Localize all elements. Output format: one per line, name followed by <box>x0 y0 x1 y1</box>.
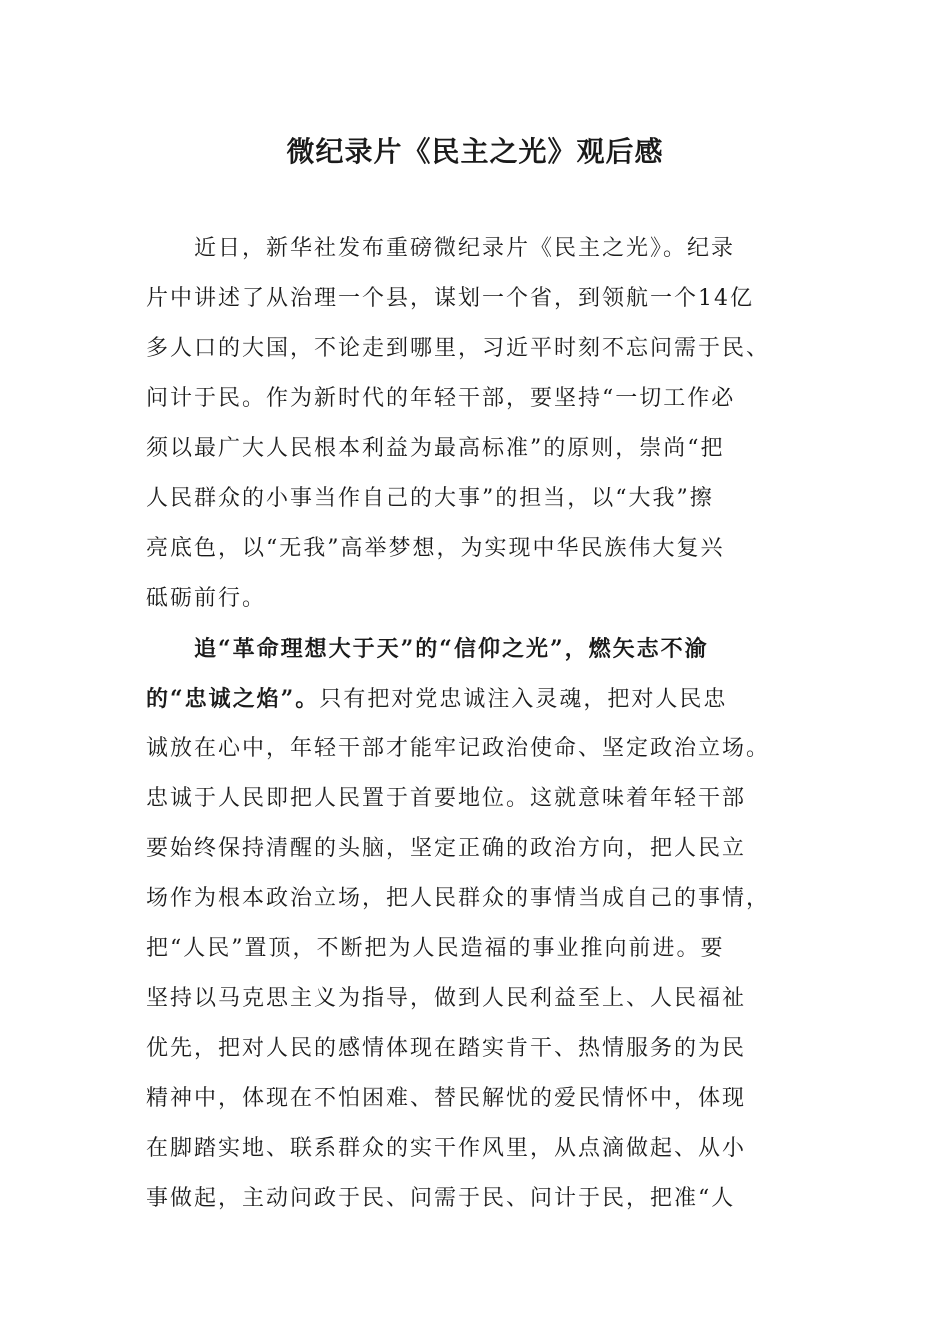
paragraph-1-line-6: 人民群众的小事当作自己的大事”的担当，以“大我”擦 <box>146 486 714 511</box>
paragraph-2-line-2-rest: 只有把对党忠诚注入灵魂，把对人民忠 <box>319 687 728 712</box>
paragraph-2-line-7: 把“人民”置顶，不断把为人民造福的事业推向前进。要 <box>146 936 725 961</box>
document-body <box>146 224 786 1224</box>
document-title: 微纪录片《民主之光》观后感 <box>286 135 664 168</box>
paragraph-1-line-8: 砥砺前行。 <box>146 586 267 611</box>
paragraph-1-line-5: 须以最广大人民根本利益为最高标准”的原则，崇尚“把 <box>146 436 725 461</box>
paragraph-1-line-2: 片中讲述了从治理一个县，谋划一个省，到领航一个14亿 <box>146 286 754 311</box>
paragraph-2-line-5: 要始终保持清醒的头脑，坚定正确的政治方向，把人民立 <box>146 836 747 861</box>
paragraph-2-line-12: 事做起，主动问政于民、问需于民、问计于民，把准“人 <box>146 1186 736 1211</box>
paragraph-2-line-8: 坚持以马克思主义为指导，做到人民利益至上、人民福祉 <box>146 986 747 1011</box>
paragraph-2-line-4: 忠诚于人民即把人民置于首要地位。这就意味着年轻干部 <box>146 786 747 811</box>
paragraph-1-line-4: 问计于民。作为新时代的年轻干部，要坚持“一切工作必 <box>146 386 736 411</box>
paragraph-2-line-9: 优先，把对人民的感情体现在踏实肯干、热情服务的为民 <box>146 1036 747 1061</box>
paragraph-2-line-10: 精神中，体现在不怕困难、替民解忧的爱民情怀中，体现 <box>146 1086 747 1111</box>
paragraph-1-line-1: 近日，新华社发布重磅微纪录片《民主之光》。纪录 <box>194 236 736 261</box>
paragraph-1-line-7: 亮底色，以“无我”高举梦想，为实现中华民族伟大复兴 <box>146 536 725 561</box>
paragraph-2-line-11: 在脚踏实地、联系群众的实干作风里，从点滴做起、从小 <box>146 1136 747 1161</box>
paragraph-2-line-2 <box>146 674 786 724</box>
paragraph-2-heading-line-1: 追“革命理想大于天”的“信仰之光”，燃矢志不渝 <box>194 636 709 662</box>
paragraph-2-line-3: 诚放在心中，年轻干部才能牢记政治使命、坚定政治立场。 <box>146 736 771 761</box>
paragraph-1-line-3: 多人口的大国，不论走到哪里，习近平时刻不忘问需于民、 <box>146 336 771 361</box>
paragraph-2-heading-line-2: 的“忠诚之焰”。 <box>146 686 320 712</box>
paragraph-2-line-6: 场作为根本政治立场，把人民群众的事情当成自己的事情， <box>146 886 771 911</box>
